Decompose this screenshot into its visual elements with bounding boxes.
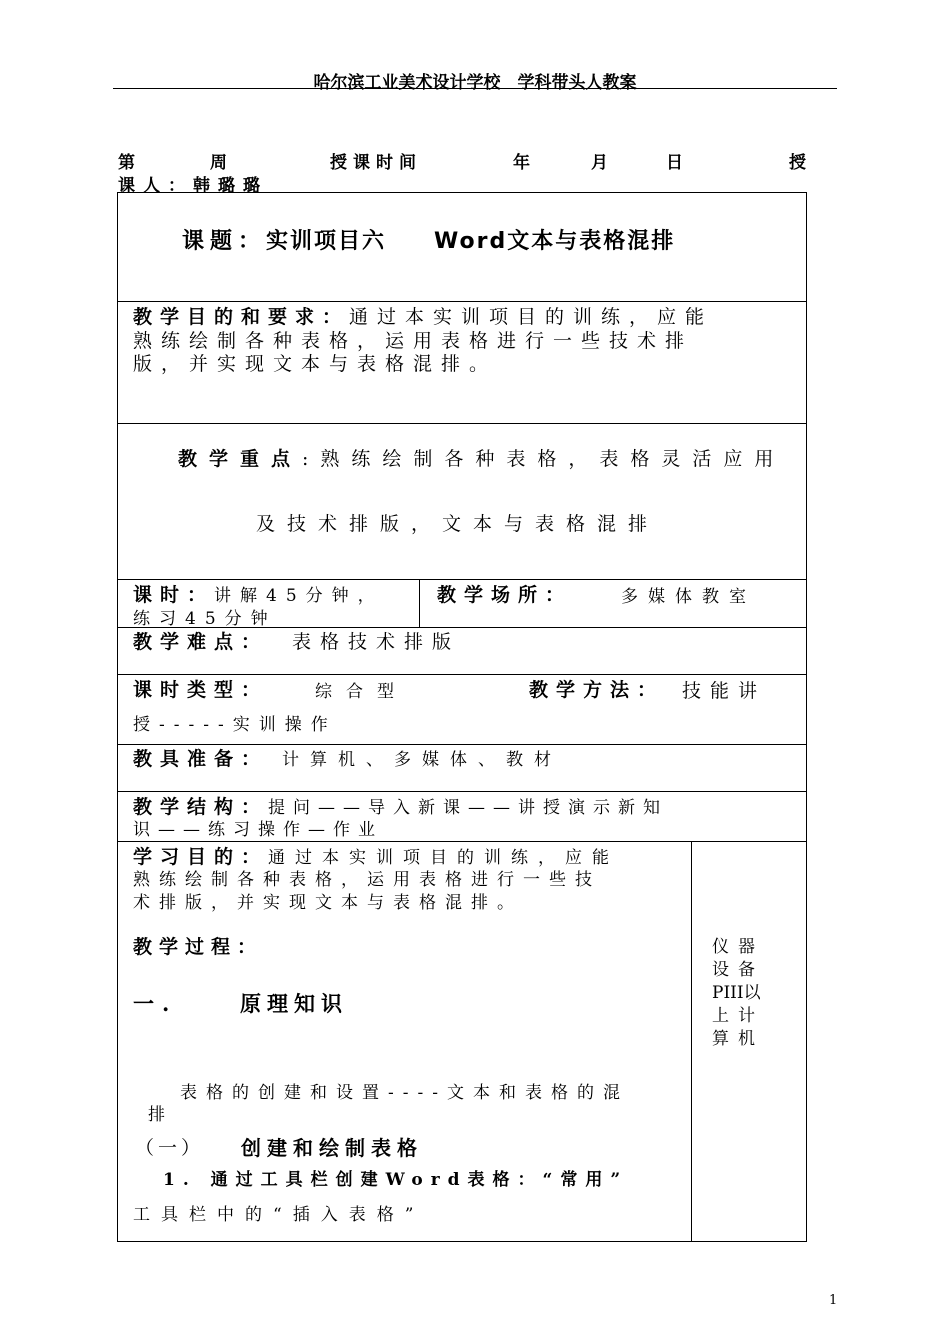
intro-line-1: 表格的创建和设置----文本和表格的混 — [180, 1083, 629, 1103]
learn-text-1: 通过本实训项目的训练，应能 — [268, 848, 620, 868]
section-1-number: 一. — [133, 991, 178, 1016]
page-number: 1 — [829, 1293, 838, 1308]
table-rule — [117, 423, 807, 424]
method-label: 教学方法： — [529, 679, 665, 701]
meta-teacher-prefix: 授 — [789, 153, 812, 173]
equipment-line-2: 设备 — [712, 960, 764, 980]
hours-label: 课时： — [133, 584, 215, 606]
title-text: 实训项目六 Word文本与表格混排 — [266, 229, 676, 254]
subsection-1-number: （一） — [135, 1137, 205, 1159]
structure-label: 教学结构： — [133, 796, 269, 818]
meta-teacher: 课人：韩璐璐 — [118, 176, 268, 196]
item-1-continued: 工具栏中的“插入表格” — [133, 1205, 425, 1225]
meta-day: 日 — [666, 153, 689, 173]
hours-line-1 — [133, 580, 384, 607]
tools-text: 计算机、多媒体、教材 — [282, 750, 563, 770]
goal-text-1: 通过本实训项目的训练，应能 — [349, 306, 714, 328]
section-1-title: 原理知识 — [240, 991, 348, 1016]
tools-line — [133, 744, 562, 771]
intro-line-2: 排 — [148, 1105, 174, 1125]
table-rule — [419, 579, 420, 627]
meta-week-prefix: 第 — [118, 153, 141, 173]
learn-label: 学习目的： — [133, 846, 269, 868]
difficulty-line — [133, 627, 460, 654]
header-rule — [113, 88, 837, 89]
goal-line-1 — [133, 302, 713, 329]
tools-label: 教具准备： — [133, 748, 269, 770]
goal-text-2: 熟练绘制各种表格，运用表格进行一些技术排 — [133, 330, 694, 352]
type-label: 课时类型： — [133, 679, 269, 701]
venue-text: 多媒体教室 — [621, 587, 756, 607]
subsection-1-title: 创建和绘制表格 — [241, 1136, 423, 1160]
venue-label: 教学场所： — [437, 584, 573, 606]
process-label: 教学过程： — [133, 936, 264, 958]
item-1-text: 1. 通过工具栏创建Word表格：“常用” — [163, 1170, 629, 1190]
equipment-line-1: 仪器 — [712, 937, 764, 957]
page-header: 哈尔滨工业美术设计学校 学科带头人教案 — [313, 73, 637, 93]
structure-text-1: 提问——导入新课——讲授演示新知 — [268, 798, 669, 818]
process-column-divider — [691, 841, 692, 1242]
goal-label: 教学目的和要求： — [133, 306, 350, 328]
difficulty-label: 教学难点： — [133, 631, 269, 653]
meta-week: 周 — [210, 153, 233, 173]
focus-label: 教学重点 — [178, 448, 303, 470]
method-text-1: 技能讲 — [682, 680, 767, 702]
equipment-line-4: 上计 — [712, 1006, 764, 1026]
method-text-2: 授-----实训操作 — [133, 715, 337, 735]
meta-month: 月 — [591, 153, 614, 173]
equipment-line-5: 算机 — [712, 1029, 764, 1049]
focus-line-1 — [178, 444, 785, 471]
equipment-line-3: PIII以 — [712, 983, 761, 1003]
type-text: 综合型 — [315, 682, 408, 702]
focus-text-1: :熟练绘制各种表格，表格灵活应用 — [302, 448, 786, 470]
learn-text-2: 熟练绘制各种表格，运用表格进行一些技 — [133, 870, 601, 890]
hours-text-1: 讲解45分钟， — [214, 586, 384, 606]
learn-text-3: 术排版，并实现文本与表格混排。 — [133, 893, 523, 913]
title-label: 课题： — [182, 229, 267, 254]
hours-text-2: 练习45分钟 — [133, 609, 277, 629]
difficulty-text: 表格技术排版 — [292, 631, 461, 653]
lesson-title — [182, 224, 675, 255]
structure-text-2: 识——练习操作—作业 — [133, 820, 383, 840]
goal-text-3: 版，并实现文本与表格混排。 — [133, 353, 498, 375]
meta-class-time: 授课时间 — [330, 153, 422, 173]
meta-year: 年 — [513, 153, 536, 173]
focus-text-2: 及技术排版，文本与表格混排 — [256, 513, 660, 535]
